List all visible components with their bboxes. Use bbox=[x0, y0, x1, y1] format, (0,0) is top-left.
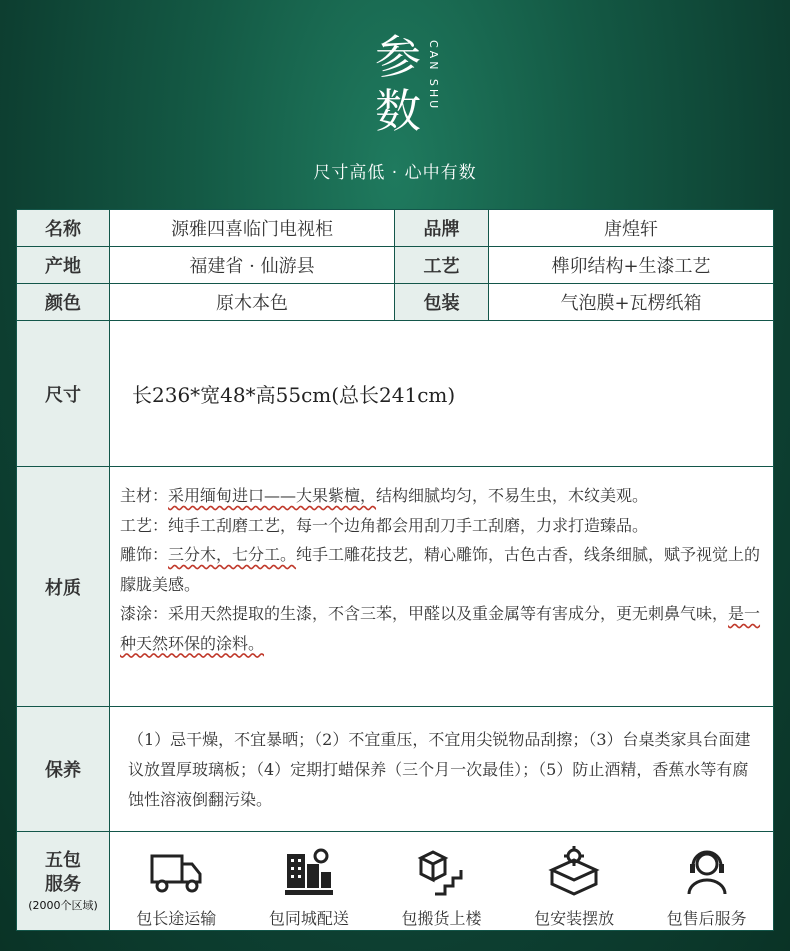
service-label: 包同城配送 bbox=[268, 909, 349, 928]
service-item bbox=[519, 844, 629, 929]
color-value: 原木本色 bbox=[110, 284, 395, 321]
care-text: （1）忌干燥，不宜暴晒；（2）不宜重压，不宜用尖锐物品刮擦；（3）台桌类家具台面建议放置厚玻璃板；（4）定期打蜡保养（三个月一次最佳）；（5）防止酒精，香蕉水等有腐蚀性溶液倒翻污染。 bbox=[110, 707, 774, 832]
craft-label: 工艺 bbox=[395, 247, 489, 284]
brand-value: 唐煌轩 bbox=[489, 210, 774, 247]
package-label: 包装 bbox=[395, 284, 489, 321]
box-gear-icon bbox=[546, 844, 602, 900]
material-main: 主材：采用缅甸进口——大果紫檀，结构细腻均匀，不易生虫，木纹美观。 bbox=[120, 486, 649, 505]
table-row bbox=[17, 284, 774, 321]
material-description bbox=[110, 467, 774, 707]
name-value: 源雅四喜临门电视柜 bbox=[110, 210, 395, 247]
table-row bbox=[17, 321, 774, 467]
service-label: 包长途运输 bbox=[136, 909, 217, 928]
headset-service-icon bbox=[679, 844, 735, 900]
table-row bbox=[17, 467, 774, 707]
table-row bbox=[17, 210, 774, 247]
box-stairs-icon bbox=[413, 844, 469, 900]
spec-table bbox=[16, 209, 774, 931]
material-carving: 雕饰：三分木，七分工。纯手工雕花技艺，精心雕饰，古色古香，线条细腻，赋予视觉上的朦胧美感。 bbox=[120, 545, 761, 594]
page-title: 参 数 bbox=[375, 30, 421, 138]
material-craft: 工艺：纯手工刮磨工艺，每一个边角都会用刮刀手工刮磨，力求打造臻品。 bbox=[120, 515, 649, 535]
size-label: 尺寸 bbox=[17, 321, 110, 467]
services-label: 五包 服务 (2000个区域) bbox=[17, 832, 110, 931]
truck-icon bbox=[148, 844, 204, 900]
origin-label: 产地 bbox=[17, 247, 110, 284]
craft-value: 榫卯结构+生漆工艺 bbox=[489, 247, 774, 284]
service-label: 包搬货上楼 bbox=[401, 909, 482, 928]
care-label: 保养 bbox=[17, 707, 110, 832]
material-label: 材质 bbox=[17, 467, 110, 707]
size-value: 长236*宽48*高55cm(总长241cm) bbox=[110, 321, 774, 467]
service-label: 包售后服务 bbox=[666, 909, 747, 928]
header-banner bbox=[0, 0, 790, 205]
table-row bbox=[17, 707, 774, 832]
color-label: 颜色 bbox=[17, 284, 110, 321]
service-item bbox=[254, 844, 364, 929]
title-pinyin: CAN SHU bbox=[427, 40, 440, 112]
service-item bbox=[652, 844, 762, 929]
package-value: 气泡膜+瓦楞纸箱 bbox=[489, 284, 774, 321]
name-label: 名称 bbox=[17, 210, 110, 247]
city-building-icon bbox=[281, 844, 337, 900]
service-item bbox=[121, 844, 231, 929]
table-row bbox=[17, 832, 774, 931]
service-label: 包安装摆放 bbox=[534, 909, 615, 928]
services-list bbox=[110, 832, 774, 931]
subtitle: 尺寸高低 · 心中有数 bbox=[313, 163, 477, 183]
service-item bbox=[386, 844, 496, 929]
material-lacquer: 漆涂：采用天然提取的生漆，不含三苯，甲醛以及重金属等有害成分，更无刺鼻气味，是一种天然环保的涂料。 bbox=[120, 604, 761, 653]
table-row bbox=[17, 247, 774, 284]
origin-value: 福建省 · 仙游县 bbox=[110, 247, 395, 284]
brand-label: 品牌 bbox=[395, 210, 489, 247]
